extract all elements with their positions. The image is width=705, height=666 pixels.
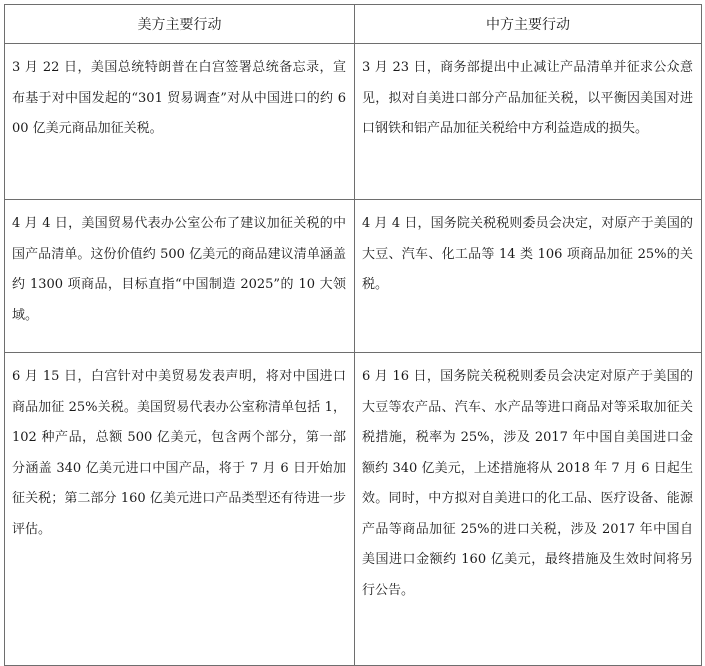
- table-row: [5, 353, 702, 666]
- header-cn-actions: 中方主要行动: [355, 5, 702, 44]
- trade-actions-table: [4, 4, 702, 666]
- header-us-actions: 美方主要行动: [5, 5, 355, 44]
- cn-action-cell: [355, 44, 702, 200]
- cn-action-cell: [355, 200, 702, 353]
- cn-action-text: 6 月 16 日，国务院关税税则委员会决定对原产于美国的大豆等农产品、汽车、水产品等进口商品对等采取加征关税措施，税率为 25%，涉及 2017 年中国自美国进口金额约 340 亿美元，上述措施将从 2018 年 7 月 6 日起生效。同时，中方拟对自美进口的化工品、医疗设备、能源产品等商品加征 25%的进口关税，涉及 2017 年中国自美国进口金额约 160 亿美元，最终措施及生效时间将另行公告。: [362, 369, 693, 598]
- cn-action-text: 4 月 4 日，国务院关税税则委员会决定，对原产于美国的大豆、汽车、化工品等 14 类 106 项商品加征 25%的关税。: [362, 216, 693, 292]
- us-action-cell: [5, 200, 355, 353]
- us-action-cell: [5, 44, 355, 200]
- us-action-text: 4 月 4 日，美国贸易代表办公室公布了建议加征关税的中国产品清单。这份价值约 500 亿美元的商品建议清单涵盖约 1300 项商品，目标直指“中国制造 2025”的 10 大领域。: [12, 216, 346, 323]
- cn-action-cell: [355, 353, 702, 666]
- us-action-text: 3 月 22 日，美国总统特朗普在白宫签署总统备忘录，宣布基于对中国发起的“301 贸易调查”对从中国进口的约 600 亿美元商品加征关税。: [12, 60, 346, 136]
- us-action-text: 6 月 15 日，白宫针对中美贸易发表声明，将对中国进口商品加征 25%关税。美国贸易代表办公室称清单包括 1，102 种产品，总额 500 亿美元，包含两个部分，第一部分涵盖 340 亿美元进口中国产品，将于 7 月 6 日开始加征关税；第二部分 160 亿美元进口产品类型还有待进一步评估。: [12, 369, 346, 537]
- us-action-cell: [5, 353, 355, 666]
- cn-action-text: 3 月 23 日，商务部提出中止减让产品清单并征求公众意见，拟对自美进口部分产品加征关税，以平衡因美国对进口钢铁和铝产品加征关税给中方利益造成的损失。: [362, 60, 693, 136]
- table-row: [5, 200, 702, 353]
- header-row: [5, 5, 702, 44]
- table-row: [5, 44, 702, 200]
